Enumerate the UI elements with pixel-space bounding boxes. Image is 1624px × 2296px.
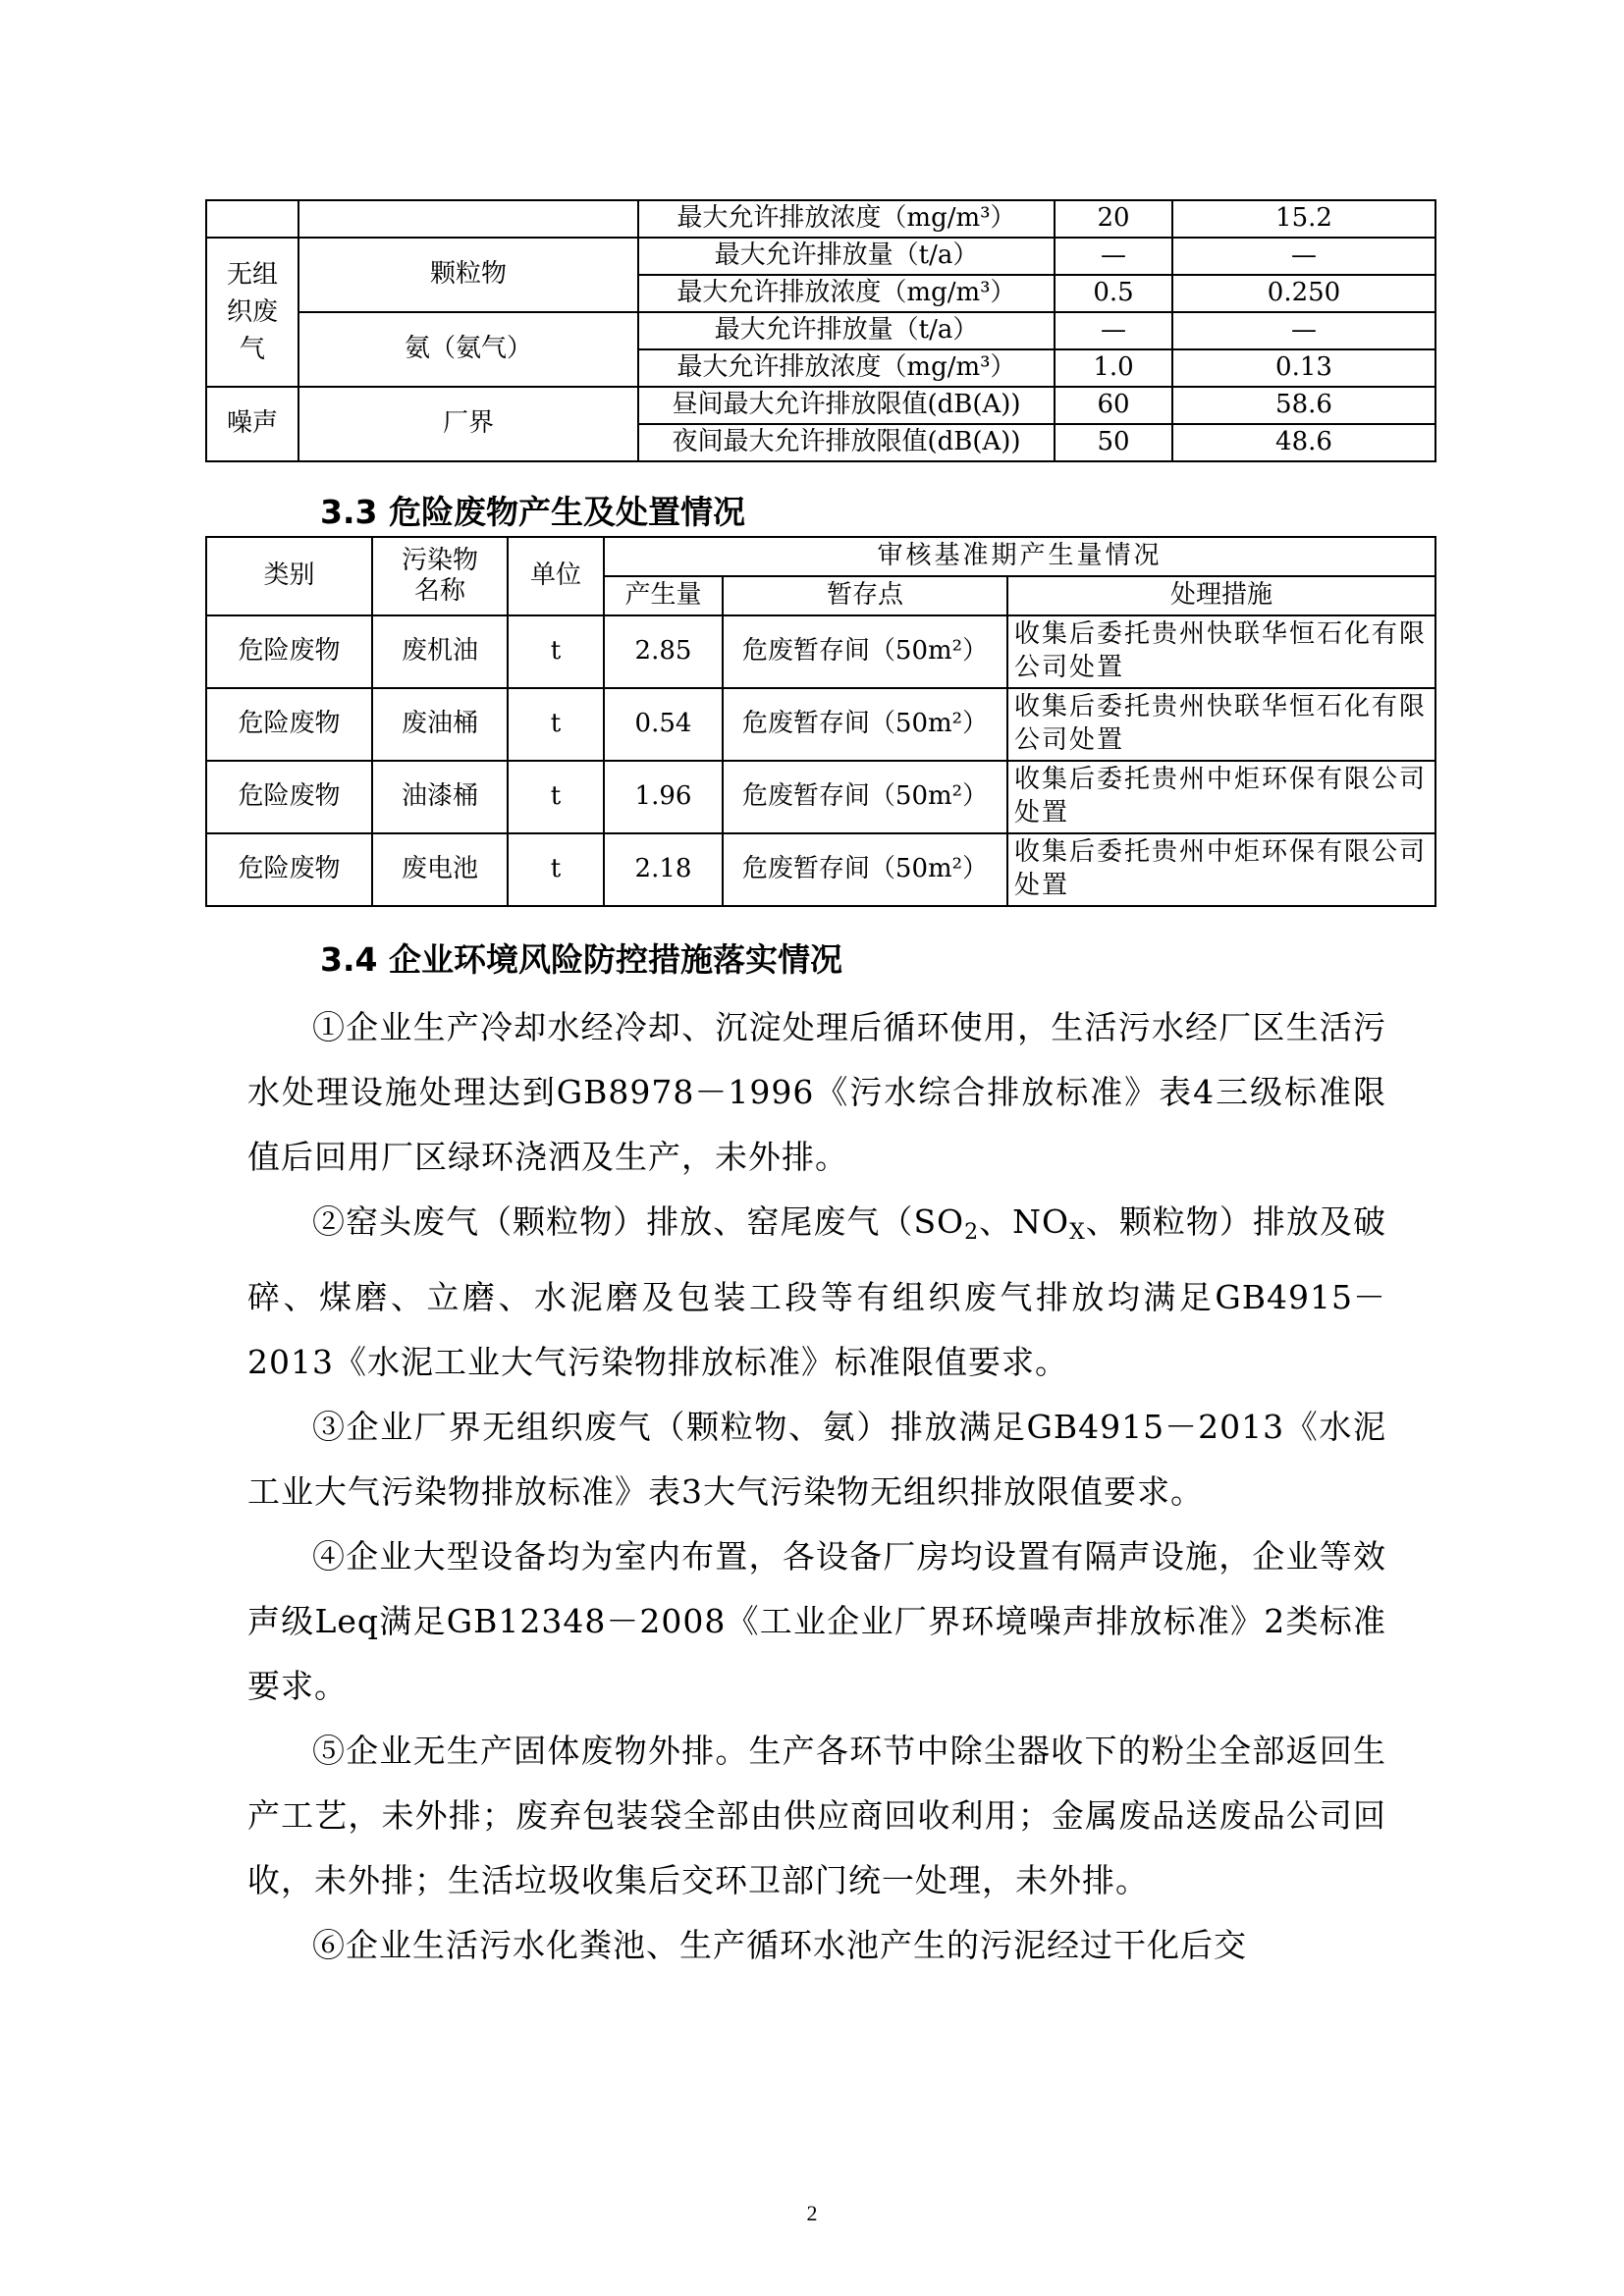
value-cell: —	[1172, 238, 1435, 275]
body-text	[247, 995, 1386, 1978]
amount-cell: 0.54	[604, 688, 723, 761]
header-amount: 产生量	[604, 576, 723, 615]
value-cell: 15.2	[1172, 200, 1435, 238]
table-row	[206, 238, 1435, 275]
storage-cell: 危废暂存间（50m²）	[723, 615, 1007, 688]
table-row	[206, 312, 1435, 349]
storage-cell: 危废暂存间（50m²）	[723, 688, 1007, 761]
value-cell: 0.13	[1172, 349, 1435, 387]
limit-cell: 20	[1055, 200, 1172, 238]
indicator-cell: 昼间最大允许排放限值(dB(A))	[638, 387, 1055, 424]
unit-cell: t	[508, 688, 604, 761]
pollutant-cell: 废油桶	[372, 688, 508, 761]
category-cell: 危险废物	[206, 833, 372, 906]
unit-cell: t	[508, 761, 604, 833]
category-cell	[206, 200, 298, 238]
limit-cell: —	[1055, 312, 1172, 349]
category-cell: 无组织废气	[206, 238, 298, 387]
storage-cell: 危废暂存间（50m²）	[723, 833, 1007, 906]
table-row	[206, 833, 1435, 906]
paragraph: ①企业生产冷却水经冷却、沉淀处理后循环使用，生活污水经厂区生活污水处理设施处理达到GB8978－1996《污水综合排放标准》表4三级标准限值后回用厂区绿环浇洒及生产，未外排。	[247, 1008, 1386, 1176]
disposal-cell: 收集后委托贵州中炬环保有限公司处置	[1007, 761, 1435, 833]
subscript: 2	[964, 1220, 980, 1245]
header-group: 审核基准期产生量情况	[604, 537, 1435, 576]
page-number: 2	[806, 2201, 818, 2225]
paragraph: ⑤企业无生产固体废物外排。生产各环节中除尘器收下的粉尘全部返回生产工艺，未外排；废弃包装袋全部由供应商回收利用；金属废品送废品公司回收，未外排；生活垃圾收集后交环卫部门统一处理，未外排。	[247, 1732, 1386, 1899]
amount-cell: 2.85	[604, 615, 723, 688]
indicator-cell: 夜间最大允许排放限值(dB(A))	[638, 424, 1055, 461]
category-cell: 危险废物	[206, 688, 372, 761]
value-cell: —	[1172, 312, 1435, 349]
pollutant-cell: 废电池	[372, 833, 508, 906]
pollutant-cell: 废机油	[372, 615, 508, 688]
header-unit: 单位	[508, 537, 604, 615]
header-pollutant: 污染物名称	[372, 537, 508, 615]
disposal-cell: 收集后委托贵州快联华恒石化有限公司处置	[1007, 688, 1435, 761]
header-disposal: 处理措施	[1007, 576, 1435, 615]
table-header-row	[206, 537, 1435, 576]
value-cell: 48.6	[1172, 424, 1435, 461]
item-cell: 颗粒物	[298, 238, 638, 312]
table-row	[206, 761, 1435, 833]
item-cell: 厂界	[298, 387, 638, 461]
value-cell: 0.250	[1172, 275, 1435, 312]
table-row	[206, 615, 1435, 688]
category-cell: 危险废物	[206, 615, 372, 688]
storage-cell: 危废暂存间（50m²）	[723, 761, 1007, 833]
paragraph-text: 、颗粒物）排放及破碎、煤磨、立磨、水泥磨及包装工段等有组织废气排放均满足GB4915－2013《水泥工业大气污染物排放标准》标准限值要求。	[247, 1202, 1386, 1381]
pollutant-cell: 油漆桶	[372, 761, 508, 833]
limit-cell: 60	[1055, 387, 1172, 424]
paragraph: ③企业厂界无组织废气（颗粒物、氨）排放满足GB4915－2013《水泥工业大气污染物排放标准》表3大气污染物无组织排放限值要求。	[247, 1408, 1386, 1511]
item-cell: 氨（氨气）	[298, 312, 638, 387]
hazardous-waste-table	[205, 536, 1436, 907]
item-cell	[298, 200, 638, 238]
paragraph: ④企业大型设备均为室内布置，各设备厂房均设置有隔声设施，企业等效声级Leq满足GB12348－2008《工业企业厂界环境噪声排放标准》2类标准要求。	[247, 1537, 1386, 1705]
limit-cell: 50	[1055, 424, 1172, 461]
amount-cell: 1.96	[604, 761, 723, 833]
table-row	[206, 688, 1435, 761]
paragraph-text: 、NO	[979, 1202, 1070, 1241]
table-row	[206, 200, 1435, 238]
paragraph	[247, 1190, 1386, 1395]
unit-cell: t	[508, 615, 604, 688]
section-heading: 3.4 企业环境风险防控措施落实情况	[320, 940, 842, 979]
disposal-cell: 收集后委托贵州快联华恒石化有限公司处置	[1007, 615, 1435, 688]
subscript: X	[1069, 1220, 1086, 1245]
indicator-cell: 最大允许排放量（t/a）	[638, 238, 1055, 275]
table-row	[206, 387, 1435, 424]
indicator-cell: 最大允许排放浓度（mg/m³）	[638, 275, 1055, 312]
indicator-cell: 最大允许排放量（t/a）	[638, 312, 1055, 349]
category-cell: 噪声	[206, 387, 298, 461]
limit-cell: —	[1055, 238, 1172, 275]
amount-cell: 2.18	[604, 833, 723, 906]
limit-cell: 1.0	[1055, 349, 1172, 387]
disposal-cell: 收集后委托贵州中炬环保有限公司处置	[1007, 833, 1435, 906]
paragraph: ⑥企业生活污水化粪池、生产循环水池产生的污泥经过干化后交	[312, 1926, 1247, 1964]
header-category: 类别	[206, 537, 372, 615]
header-storage: 暂存点	[723, 576, 1007, 615]
category-cell: 危险废物	[206, 761, 372, 833]
section-heading: 3.3 危险废物产生及处置情况	[320, 493, 745, 531]
indicator-cell: 最大允许排放浓度（mg/m³）	[638, 200, 1055, 238]
paragraph-text: ②窑头废气（颗粒物）排放、窑尾废气（SO	[312, 1202, 965, 1241]
emission-limits-table	[205, 199, 1436, 462]
indicator-cell: 最大允许排放浓度（mg/m³）	[638, 349, 1055, 387]
limit-cell: 0.5	[1055, 275, 1172, 312]
unit-cell: t	[508, 833, 604, 906]
value-cell: 58.6	[1172, 387, 1435, 424]
